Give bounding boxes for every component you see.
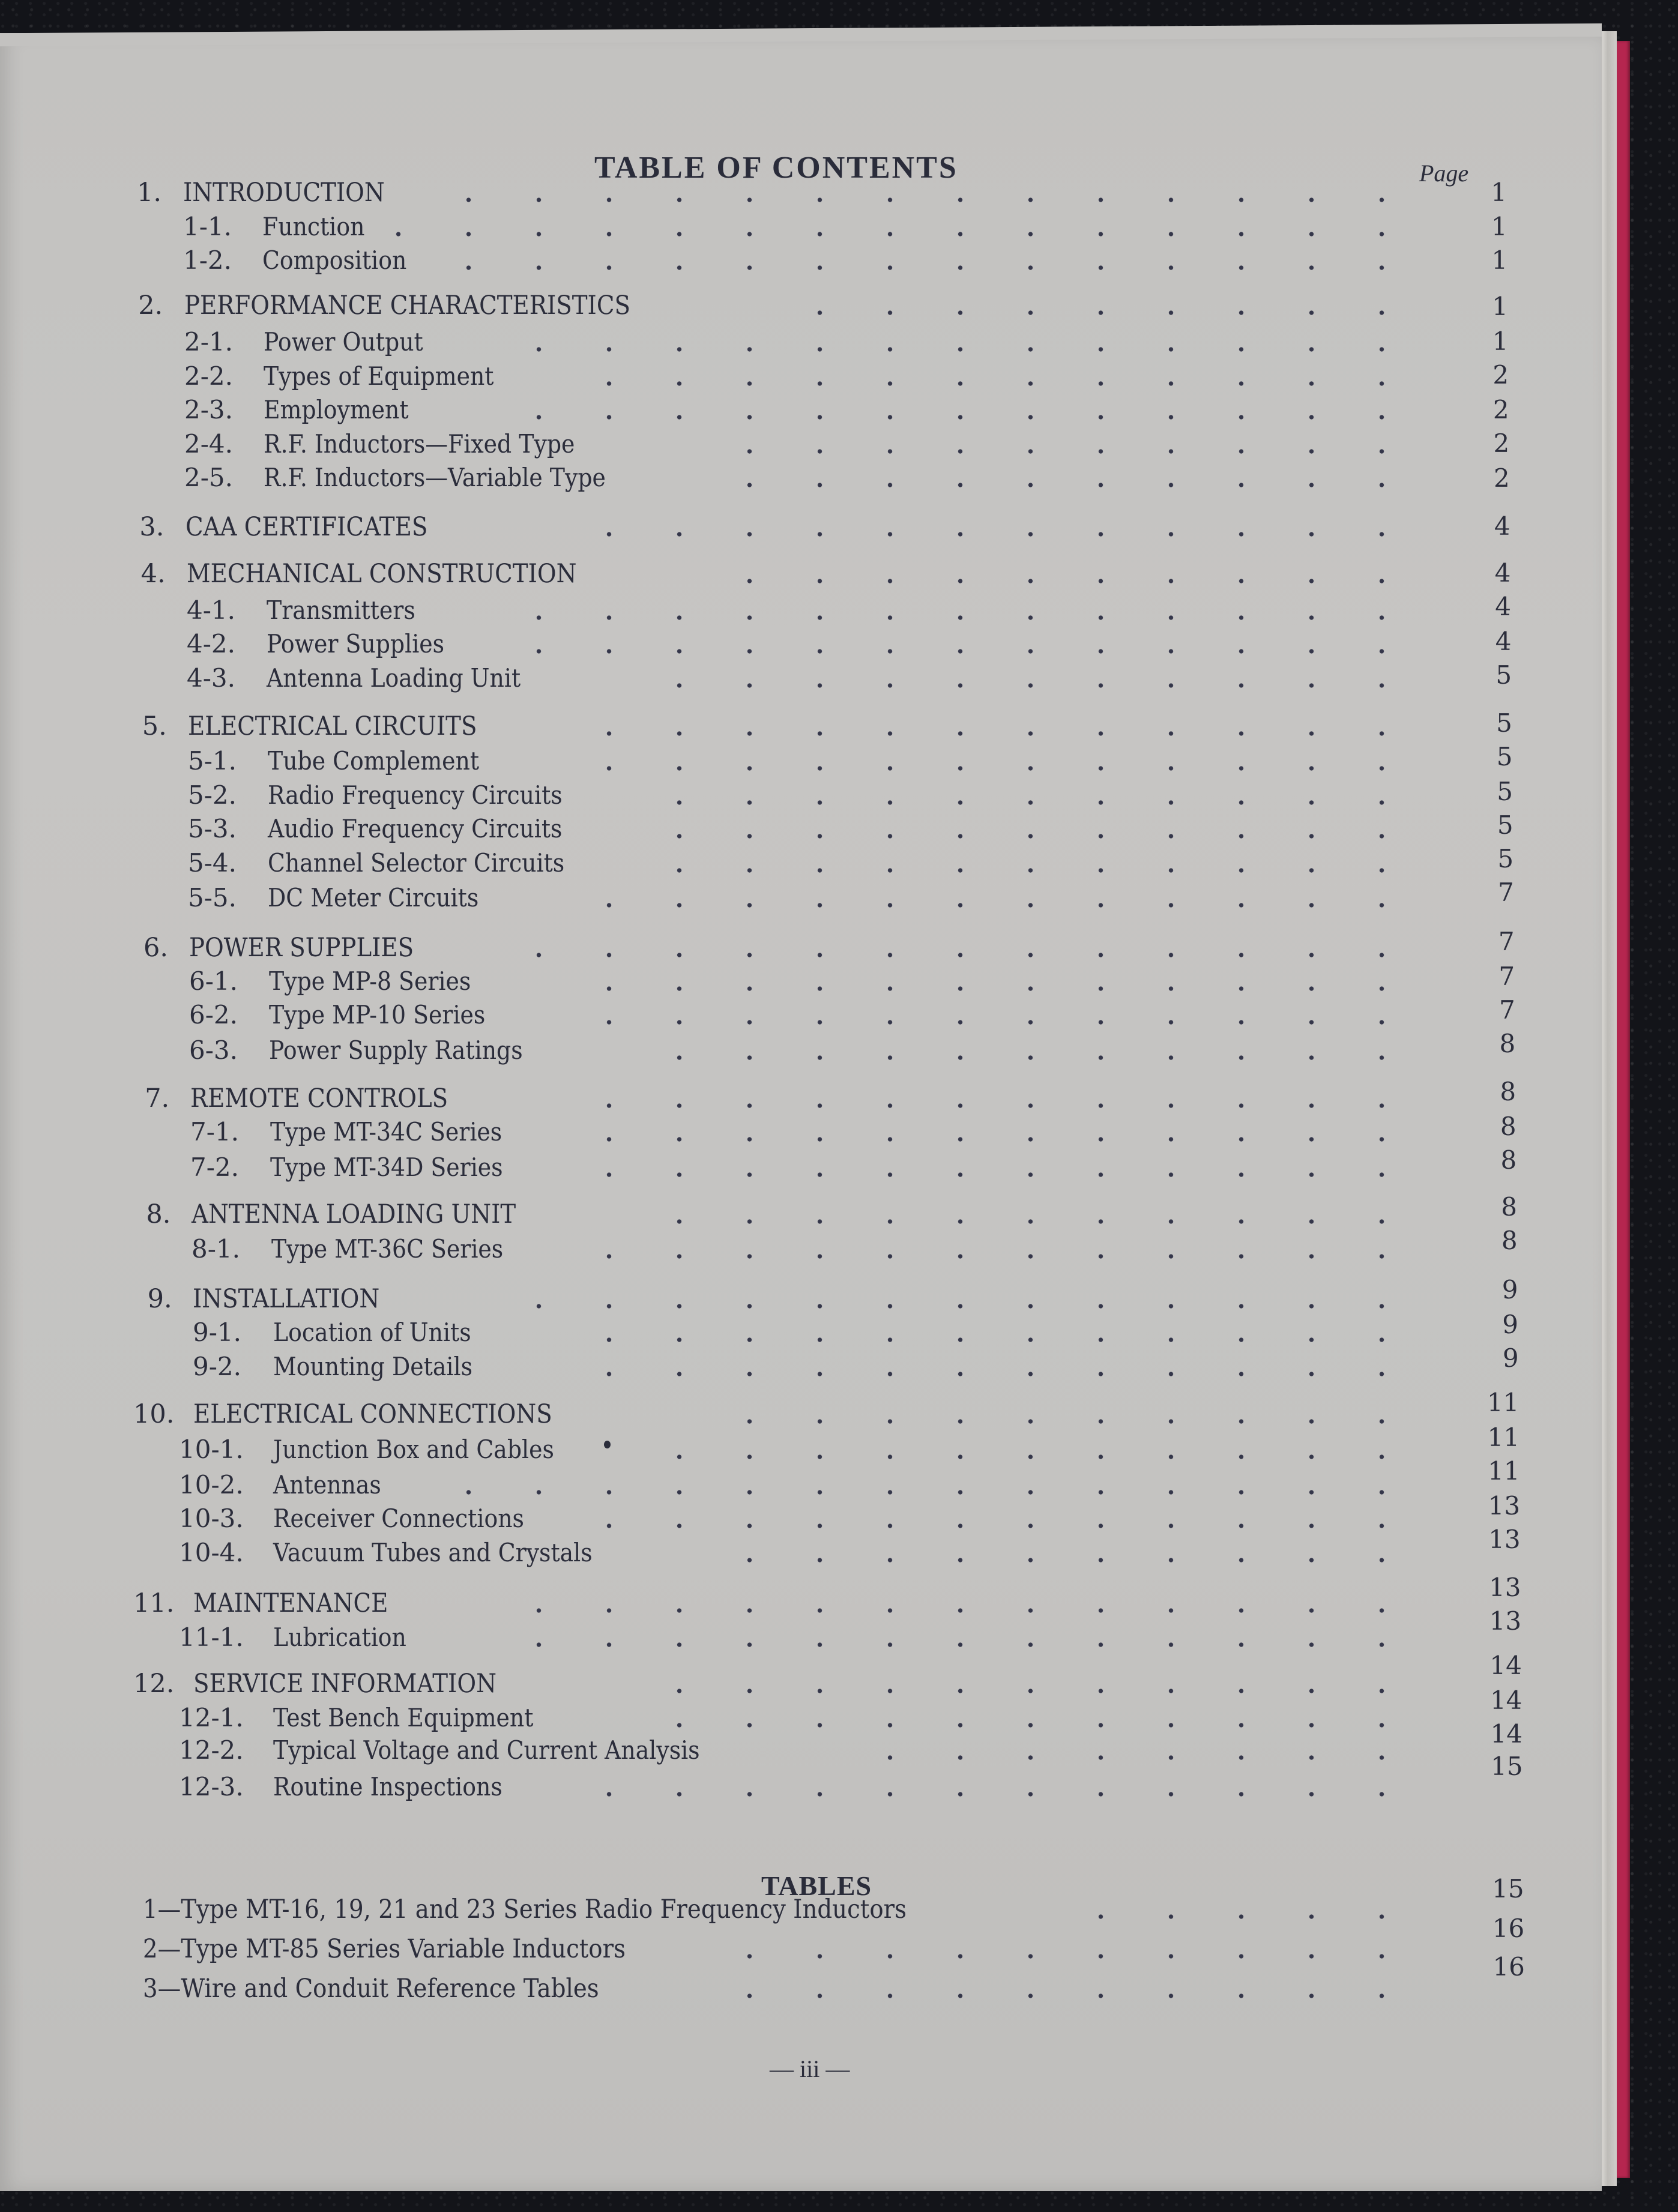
red-book-spine	[1617, 41, 1630, 2178]
entry-number: 5-2.	[188, 780, 237, 810]
entry-title: SERVICE INFORMATION	[193, 1669, 496, 1699]
entry-number: 5.	[142, 711, 167, 741]
entry-number: 11-1.	[179, 1623, 244, 1652]
toc-subsection[interactable]	[0, 248, 1602, 284]
dot-leaders	[624, 1219, 1417, 1225]
entry-title: PERFORMANCE CHARACTERISTICS	[184, 291, 630, 321]
entry-number: 4-1.	[187, 595, 235, 625]
entry-title: Employment	[264, 395, 409, 424]
entry-number: 5-1.	[188, 746, 237, 776]
toc-subsection[interactable]	[0, 1606, 1602, 1661]
entry-title: Antennas	[273, 1470, 381, 1499]
toc-subsection[interactable]	[0, 1343, 1602, 1390]
page-number: 7	[1498, 995, 1515, 1025]
entry-title: ANTENNA LOADING UNIT	[192, 1199, 516, 1229]
page-number: 1	[1491, 178, 1507, 207]
dot-leaders	[486, 1303, 1417, 1309]
toc-subsection[interactable]	[0, 962, 1602, 1005]
entry-number: 2.	[138, 291, 163, 321]
entry-title: Audio Frequency Circuits	[267, 814, 563, 843]
toc-subsection[interactable]	[0, 327, 1602, 366]
entry-title: Type MP-8 Series	[269, 966, 471, 996]
entry-title: ELECTRICAL CIRCUITS	[188, 711, 477, 741]
page-number: 4	[1494, 511, 1511, 541]
page-folio: — iii —	[770, 2055, 850, 2082]
toc-section[interactable]	[0, 511, 1602, 550]
entry-title: Power Output	[264, 327, 423, 357]
toc-subsection[interactable]	[0, 742, 1602, 785]
entry-title: Types of Equipment	[264, 361, 494, 391]
dot-leaders	[624, 1454, 1417, 1460]
entry-number: 4-3.	[187, 663, 235, 693]
dot-leaders	[558, 381, 1417, 387]
page-number: 2	[1494, 463, 1510, 493]
page-number: 1	[1492, 292, 1508, 321]
entry-number: 1-2.	[183, 246, 232, 275]
entry-number: 6-3.	[189, 1035, 238, 1065]
page-number: 7	[1498, 878, 1514, 907]
entry-title: INTRODUCTION	[183, 178, 385, 208]
page-number: 8	[1501, 1192, 1518, 1222]
toc-subsection[interactable]	[0, 777, 1602, 819]
entry-title: Type MP-10 Series	[269, 1000, 486, 1029]
toc-subsection[interactable]	[0, 810, 1602, 852]
dot-leaders	[696, 578, 1417, 584]
dot-leaders	[384, 231, 1417, 237]
page-number: 4	[1495, 627, 1512, 656]
entry-number: 10-1.	[179, 1435, 244, 1464]
page-number: 5	[1497, 844, 1514, 873]
tables-heading: TABLES	[761, 1870, 872, 1901]
entry-number: 6-2.	[189, 1000, 238, 1029]
page-number: 9	[1502, 1310, 1518, 1339]
entry-title: 3—Wire and Conduit Reference Tables	[143, 1974, 599, 2004]
toc-subsection[interactable]	[0, 214, 1602, 250]
toc-subsection[interactable]	[0, 878, 1602, 921]
entry-title: Location of Units	[273, 1318, 471, 1347]
dot-leaders	[486, 1642, 1417, 1648]
dot-leaders	[492, 952, 1417, 958]
entry-number: 10-3.	[179, 1504, 244, 1533]
toc-subsection[interactable]	[0, 1719, 1602, 1774]
page-column-header: Page	[1419, 160, 1469, 187]
dot-leaders	[696, 482, 1417, 488]
entry-number: 3.	[139, 512, 164, 542]
entry-title: Junction Box and Cables	[273, 1435, 554, 1464]
entry-number: 10-2.	[179, 1470, 244, 1499]
page-number: 2	[1493, 429, 1510, 458]
page-number: 8	[1500, 1112, 1517, 1141]
toc-subsection[interactable]	[0, 627, 1602, 668]
entry-title: CAA CERTIFICATES	[186, 512, 428, 542]
entry-number: 8.	[146, 1199, 171, 1229]
entry-number: 7-2.	[190, 1153, 239, 1182]
toc-subsection[interactable]	[0, 1456, 1602, 1508]
dot-leaders	[558, 986, 1417, 992]
page-number: 16	[1492, 1914, 1525, 1943]
entry-number: 11.	[133, 1588, 175, 1618]
toc-section[interactable]	[0, 1192, 1602, 1238]
toc-subsection[interactable]	[0, 844, 1602, 887]
page-number: 9	[1502, 1343, 1519, 1373]
entry-number: 10.	[133, 1399, 175, 1429]
dot-leaders	[558, 1337, 1417, 1343]
toc-section[interactable]	[0, 708, 1602, 750]
entry-title: Type MT-34D Series	[270, 1153, 503, 1182]
dot-leaders	[558, 1172, 1417, 1178]
dot-leaders	[660, 800, 1417, 806]
toc-subsection[interactable]	[0, 592, 1602, 634]
page-number: 5	[1497, 810, 1514, 840]
toc-section[interactable]	[0, 293, 1602, 329]
page-number: 11	[1486, 1388, 1520, 1417]
dot-leaders	[558, 731, 1417, 737]
dot-leaders	[624, 1722, 1417, 1728]
page-number: 14	[1490, 1719, 1523, 1749]
dot-leaders	[696, 1557, 1417, 1563]
entry-number: 2-5.	[184, 463, 233, 492]
dot-leaders	[558, 1019, 1417, 1025]
page-number: 8	[1500, 1077, 1517, 1106]
page-number: 11	[1487, 1423, 1520, 1452]
toc-subsection[interactable]	[0, 995, 1602, 1038]
page-number: 11	[1488, 1456, 1520, 1486]
entry-title: Mounting Details	[273, 1352, 472, 1381]
page-number: 5	[1495, 660, 1512, 690]
page-number: 4	[1494, 558, 1511, 588]
entry-number: 12-3.	[179, 1772, 244, 1801]
entry-title: Power Supply Ratings	[269, 1035, 523, 1065]
toc-subsection[interactable]	[0, 1112, 1602, 1156]
dot-leaders	[624, 683, 1417, 689]
page-number: 15	[1492, 1874, 1524, 1903]
entry-title: Typical Voltage and Current Analysis	[273, 1735, 700, 1765]
toc-subsection[interactable]	[0, 1423, 1602, 1473]
entry-number: 7-1.	[190, 1117, 239, 1147]
toc-subsection[interactable]	[0, 1752, 1602, 1810]
entry-number: 5-4.	[188, 848, 237, 878]
page-number: 5	[1496, 708, 1512, 738]
dot-leaders	[486, 414, 1417, 420]
toc-section[interactable]	[0, 1651, 1602, 1707]
dot-leaders	[558, 1791, 1417, 1797]
entry-title: INSTALLATION	[193, 1284, 380, 1314]
toc-subsection[interactable]	[0, 429, 1602, 468]
page-number: 8	[1501, 1226, 1518, 1255]
toc-subsection[interactable]	[0, 1029, 1602, 1074]
dot-leaders	[624, 1688, 1417, 1694]
entry-title: MAINTENANCE	[193, 1588, 388, 1618]
toc-section[interactable]	[0, 1077, 1602, 1122]
dot-leaders	[696, 448, 1417, 454]
page-number: 8	[1500, 1145, 1517, 1175]
entry-title: DC Meter Circuits	[267, 883, 479, 912]
entry-number: 2-4.	[184, 429, 233, 459]
page-number: 7	[1498, 962, 1515, 991]
dot-leaders	[558, 902, 1417, 908]
entry-title: Tube Complement	[267, 746, 479, 776]
dot-leaders	[486, 1608, 1417, 1614]
dot-leaders	[834, 1755, 1417, 1761]
page-number: 2	[1492, 395, 1509, 424]
dot-leaders	[558, 1103, 1417, 1109]
entry-title: POWER SUPPLIES	[189, 933, 414, 963]
entry-number: 5-5.	[188, 883, 237, 912]
page-number: 16	[1492, 1952, 1525, 1981]
page-number: 13	[1489, 1606, 1522, 1636]
toc-subsection[interactable]	[0, 1226, 1602, 1273]
page	[0, 33, 1602, 2191]
entry-number: 4-2.	[187, 629, 235, 658]
entry-title: R.F. Inductors—Variable Type	[264, 463, 606, 492]
page-number: 14	[1489, 1651, 1522, 1680]
entry-title: R.F. Inductors—Fixed Type	[264, 429, 575, 459]
entry-number: 10-4.	[179, 1538, 244, 1567]
entry-title: MECHANICAL CONSTRUCTION	[187, 559, 577, 589]
entry-number: 12.	[133, 1669, 175, 1699]
entry-title: Routine Inspections	[273, 1772, 502, 1801]
entry-title: Test Bench Equipment	[273, 1703, 534, 1732]
page-number: 14	[1489, 1686, 1523, 1715]
entry-number: 2-2.	[184, 361, 233, 391]
page-number: 15	[1491, 1752, 1523, 1781]
toc-section[interactable]	[0, 1275, 1602, 1322]
entry-number: 6.	[143, 933, 169, 963]
page-number: 13	[1488, 1491, 1521, 1520]
entry-title: Type MT-36C Series	[271, 1234, 504, 1264]
entry-title: Channel Selector Circuits	[267, 848, 564, 878]
toc-section[interactable]	[0, 558, 1602, 597]
entry-title: Type MT-34C Series	[270, 1117, 502, 1147]
page-number: 4	[1495, 592, 1511, 621]
entry-number: 9.	[147, 1284, 172, 1314]
dot-leaders	[558, 531, 1417, 537]
entry-title: Lubrication	[273, 1623, 406, 1652]
entry-number: 12-1.	[179, 1703, 244, 1732]
page-number: 5	[1497, 777, 1514, 806]
toc-subsection[interactable]	[0, 660, 1602, 702]
toc-table-entry[interactable]	[0, 1914, 1602, 1972]
toc-table-entry[interactable]	[0, 1952, 1602, 2012]
page-number: 9	[1501, 1275, 1518, 1304]
entry-title: Function	[262, 212, 365, 241]
entry-number: 9-1.	[193, 1318, 241, 1347]
entry-number: 1-1.	[183, 212, 232, 241]
page-number: 2	[1492, 360, 1509, 390]
entry-number: 2-3.	[184, 395, 233, 424]
dot-leaders	[564, 1523, 1417, 1529]
dot-leaders	[486, 648, 1417, 654]
dot-leaders	[486, 346, 1417, 352]
dot-leaders	[624, 1055, 1417, 1061]
page-number: 1	[1492, 327, 1509, 356]
toc-subsection[interactable]	[0, 1525, 1602, 1576]
entry-number: 1.	[137, 178, 162, 208]
entry-title: ELECTRICAL CONNECTIONS	[193, 1399, 552, 1429]
ink-speck	[604, 1441, 611, 1448]
entry-number: 9-2.	[193, 1352, 241, 1381]
toc-section[interactable]	[0, 180, 1602, 216]
dot-leaders	[558, 1253, 1417, 1259]
entry-title: Transmitters	[266, 595, 415, 625]
dot-leaders	[456, 265, 1417, 271]
toc-subsection[interactable]	[0, 1491, 1602, 1542]
entry-number: 7.	[145, 1083, 170, 1114]
toc-subsection[interactable]	[0, 397, 1602, 433]
dot-leaders	[414, 197, 1417, 203]
toc-subsection[interactable]	[0, 360, 1602, 400]
dot-leaders	[486, 615, 1417, 621]
entry-title: 1—Type MT-16, 19, 21 and 23 Series Radio Frequency Inductors	[143, 1894, 907, 1924]
entry-title: Power Supplies	[266, 629, 444, 658]
entry-number: 12-2.	[179, 1735, 244, 1765]
page-title: TABLE OF CONTENTS	[594, 151, 958, 185]
page-number: 13	[1488, 1525, 1521, 1554]
page-number: 8	[1499, 1029, 1516, 1058]
page-number: 1	[1491, 246, 1508, 275]
dot-leaders	[558, 765, 1417, 771]
entry-title: 2—Type MT-85 Series Variable Inductors	[143, 1934, 626, 1964]
toc-subsection[interactable]	[0, 1310, 1602, 1356]
dot-leaders	[420, 1489, 1417, 1495]
page-number: 7	[1498, 927, 1515, 956]
entry-number: 6-1.	[189, 966, 238, 996]
dot-leaders	[720, 1993, 1417, 1999]
entry-number: 8-1.	[192, 1234, 240, 1264]
entry-number: 5-3.	[188, 814, 237, 843]
dot-leaders	[558, 1371, 1417, 1377]
toc-section[interactable]	[0, 927, 1602, 971]
dot-leaders	[660, 833, 1417, 839]
dot-leaders	[558, 1136, 1417, 1142]
dot-leaders	[756, 310, 1417, 316]
dot-leaders	[720, 1953, 1417, 1959]
entry-number: 4.	[140, 559, 166, 589]
entry-title: Radio Frequency Circuits	[267, 780, 563, 810]
toc-section[interactable]	[0, 1573, 1602, 1627]
entry-title: Composition	[262, 246, 407, 275]
toc-subsection[interactable]	[0, 1145, 1602, 1191]
entry-title: Receiver Connections	[273, 1504, 524, 1533]
dot-leaders	[660, 867, 1417, 873]
dot-leaders	[1045, 1914, 1417, 1920]
entry-title: REMOTE CONTROLS	[190, 1083, 448, 1114]
entry-title: Vacuum Tubes and Crystals	[273, 1538, 593, 1567]
entry-title: Antenna Loading Unit	[266, 663, 521, 693]
entry-number: 2-1.	[184, 327, 233, 357]
toc-subsection[interactable]	[0, 465, 1602, 501]
page-number: 13	[1489, 1573, 1521, 1602]
page-number: 1	[1491, 212, 1507, 241]
page-number: 5	[1496, 742, 1513, 771]
dot-leaders	[696, 1418, 1417, 1424]
toc-section[interactable]	[0, 1388, 1602, 1438]
